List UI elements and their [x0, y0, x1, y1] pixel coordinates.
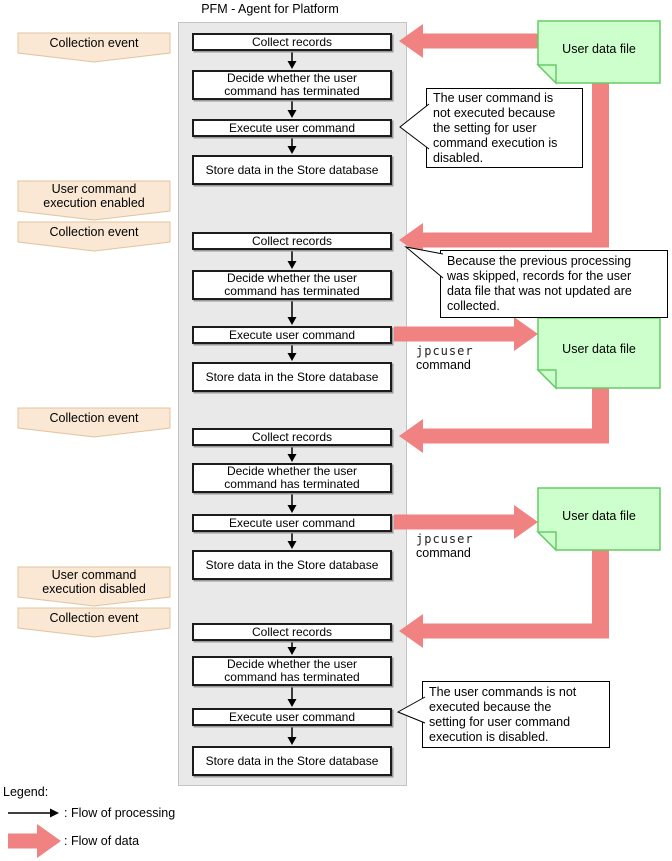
- arrow-head: [288, 353, 297, 361]
- callout-text-3: [429, 685, 607, 745]
- flow-of-processing-arrow: [288, 725, 297, 745]
- step-collect-records-2: [192, 232, 392, 250]
- callout-text-1: [433, 91, 579, 166]
- step-label: Store data in the Store database: [205, 162, 379, 177]
- legend-title: Legend:: [3, 785, 49, 799]
- callout-line: The user commands is not: [429, 685, 577, 699]
- callout-line: setting for user command: [429, 715, 571, 729]
- arrow-head: [288, 61, 297, 69]
- step-collect-records-3: [192, 428, 392, 446]
- callout-line: was skipped, records for the user: [447, 269, 632, 283]
- user-data-file-label-1: [538, 21, 660, 77]
- legend-processing-label: : Flow of processing: [64, 806, 176, 820]
- page-title: PFM - Agent for Platform: [201, 2, 339, 16]
- callout-line: The user command is: [433, 91, 554, 105]
- flow-of-processing-arrow: [288, 493, 297, 513]
- banner-collection-event-2: [18, 222, 170, 242]
- callout-text-2: [447, 254, 665, 314]
- step-execute-3: [192, 514, 392, 532]
- step-label: Collect records: [251, 34, 333, 49]
- step-store-4: [192, 746, 392, 776]
- banner-label: Collection event: [49, 410, 139, 425]
- user-data-file-label-3: [538, 488, 660, 544]
- callout-pointer-3: [398, 697, 425, 723]
- arrow-head: [288, 737, 297, 745]
- flow-of-processing-arrow: [288, 343, 297, 361]
- jpcuser-command-name: jpcuser: [416, 532, 474, 546]
- step-decide-2: [192, 270, 392, 300]
- banner-label: User command execution enabled: [43, 181, 145, 210]
- data-flow-elbow-into-collect-3: [399, 388, 609, 453]
- note-label-text: User data file: [562, 342, 636, 356]
- step-store-2: [192, 362, 392, 392]
- step-execute-1: [192, 119, 392, 137]
- step-label: Store data in the Store database: [205, 557, 379, 572]
- jpcuser-command-word: command: [416, 357, 471, 372]
- step-store-1: [192, 155, 392, 185]
- step-label: Execute user command: [228, 515, 356, 530]
- banner-collection-event-1: [18, 33, 170, 53]
- step-store-3: [192, 550, 392, 580]
- callout-line: executed because the: [429, 700, 552, 714]
- flow-of-processing-arrow: [288, 249, 297, 269]
- flow-of-processing-arrow: [288, 530, 297, 549]
- step-label: Decide whether the user command has terminated: [224, 464, 360, 491]
- callout-pointer-1: [400, 104, 429, 149]
- note-label-text: User data file: [562, 42, 636, 56]
- arrow-head: [288, 541, 297, 549]
- callout-line: not executed because: [433, 106, 556, 120]
- banner-collection-event-4: [18, 608, 170, 628]
- arrow-head: [288, 261, 297, 269]
- step-label: Store data in the Store database: [205, 369, 379, 384]
- step-decide-4: [192, 656, 392, 686]
- note-label-text: User data file: [562, 509, 636, 523]
- flow-of-processing-arrow: [288, 50, 297, 69]
- step-label: Decide whether the user command has terminated: [224, 657, 360, 684]
- banner-label: Collection event: [49, 610, 139, 625]
- callout-line: execution is disabled.: [429, 730, 549, 744]
- data-flow-arrow-into-collect-1: [399, 24, 539, 58]
- callout-line: command execution is: [433, 136, 558, 150]
- arrow-head: [288, 110, 297, 118]
- data-flow-elbow-into-collect-4: [399, 550, 609, 648]
- legend-data-arrow-icon: [8, 824, 61, 858]
- flow-of-processing-arrow: [288, 136, 297, 154]
- arrow-head: [288, 146, 297, 154]
- step-label: Decide whether the user command has terminated: [224, 71, 360, 98]
- banner-label: User command execution disabled: [42, 567, 146, 596]
- step-decide-3: [192, 463, 392, 493]
- step-label: Execute user command: [228, 709, 356, 724]
- callout-line: disabled.: [433, 151, 484, 165]
- legend-arrow-head: [50, 809, 59, 818]
- jpcuser-command-label-2: [416, 533, 474, 560]
- banner-execution-disabled: [18, 567, 170, 597]
- step-decide-1: [192, 70, 392, 100]
- jpcuser-command-label-1: [416, 345, 474, 372]
- banner-collection-event-3: [18, 408, 170, 428]
- step-label: Execute user command: [228, 327, 356, 342]
- step-collect-records-1: [192, 33, 392, 51]
- arrow-head: [288, 505, 297, 513]
- arrow-head: [288, 454, 297, 462]
- callout-pointer-2: [406, 247, 443, 278]
- step-label: Collect records: [251, 233, 333, 248]
- legend-processing-arrow-icon: [8, 809, 59, 818]
- legend-data-label: : Flow of data: [64, 834, 140, 848]
- callout-line: the setting for user: [433, 121, 537, 135]
- callout-line: collected.: [447, 299, 500, 313]
- banner-label: Collection event: [49, 224, 139, 239]
- callout-line: data file that was not updated are: [447, 284, 632, 298]
- flow-of-processing-arrow: [288, 686, 297, 707]
- banner-label: Collection event: [49, 35, 139, 50]
- arrow-head: [288, 699, 297, 707]
- step-label: Collect records: [251, 429, 333, 444]
- step-label: Collect records: [251, 624, 333, 639]
- arrow-head: [288, 647, 297, 655]
- banner-execution-enabled: [18, 181, 170, 211]
- flow-of-processing-arrow: [288, 99, 297, 118]
- flow-of-processing-arrow: [288, 300, 297, 325]
- step-label: Execute user command: [228, 120, 356, 135]
- callout-line: Because the previous processing: [447, 254, 632, 268]
- step-execute-2: [192, 326, 392, 344]
- arrow-head: [288, 317, 297, 325]
- step-collect-records-4: [192, 623, 392, 641]
- jpcuser-command-name: jpcuser: [416, 344, 474, 358]
- step-label: Decide whether the user command has terminated: [224, 271, 360, 298]
- jpcuser-command-word: command: [416, 545, 471, 560]
- flow-of-processing-arrow: [288, 640, 297, 655]
- user-data-file-label-2: [538, 318, 660, 380]
- step-label: Store data in the Store database: [205, 753, 379, 768]
- flow-of-processing-arrow: [288, 445, 297, 462]
- step-execute-4: [192, 708, 392, 726]
